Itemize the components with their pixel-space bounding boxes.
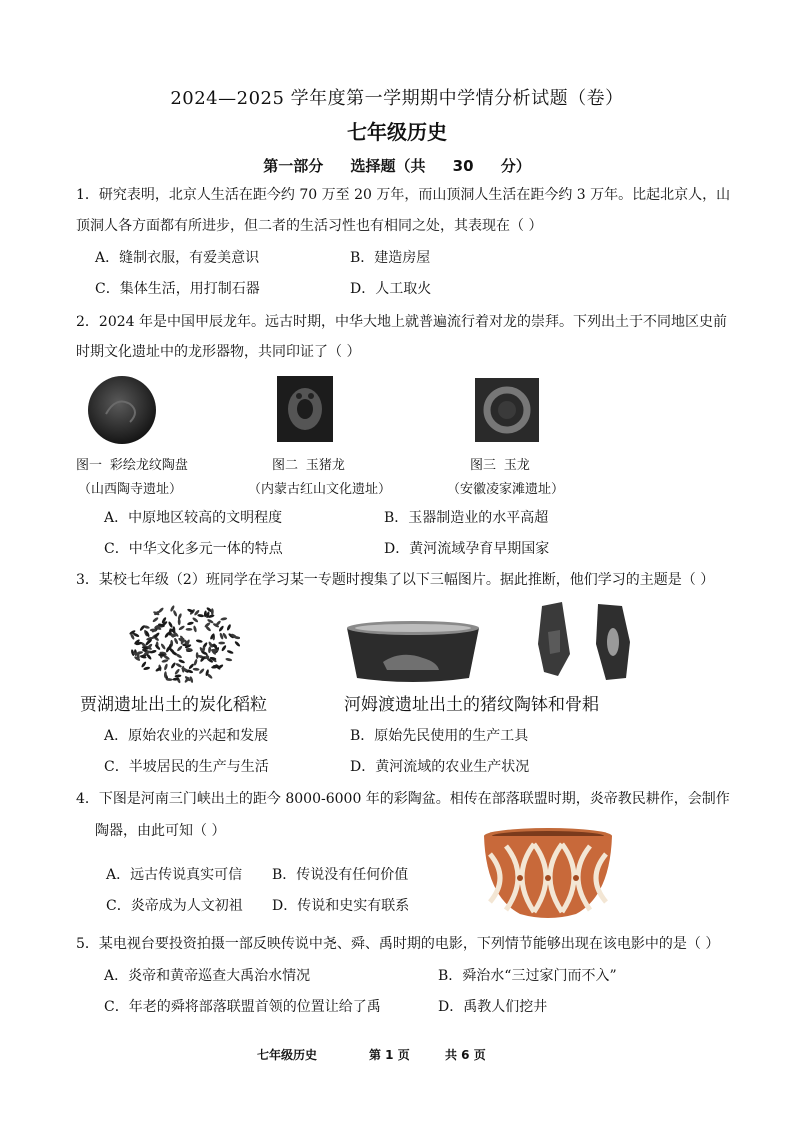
jade-pig-dragon-image (277, 376, 333, 442)
question-2-option-d: D．黄河流域孕育早期国家 (384, 541, 550, 557)
question-2-option-b: B．玉器制造业的水平高超 (384, 510, 549, 526)
question-1-option-d: D．人工取火 (350, 281, 432, 297)
question-5-option-a: A．炎帝和黄帝巡查大禹治水情况 (104, 968, 311, 984)
question-3-option-d: D．黄河流域的农业生产状况 (350, 759, 530, 775)
exam-title: 2024—2025 学年度第一学期期中学情分析试题（卷） (170, 88, 624, 109)
figure-2-caption: 图二 玉猪龙 (272, 458, 345, 473)
footer-total-pages: 共 6 页 (445, 1048, 486, 1062)
figure-3-caption: 图三 玉龙 (470, 458, 530, 473)
question-4-option-a: A．远古传说真实可信 (106, 867, 243, 883)
question-1-option-a: A．缝制衣服，有爱美意识 (95, 250, 260, 266)
question-4-line-2: 陶器，由此可知（ ） (95, 823, 226, 839)
carbonized-rice-grains-image (128, 602, 240, 684)
question-5-option-b: B．舜治水“三过家门而不入” (438, 968, 617, 984)
question-5-option-d: D．禹教人们挖井 (438, 999, 548, 1015)
figure-3-site: （安徽凌家滩遗址） (447, 482, 565, 497)
question-3-line-1: 3．某校七年级（2）班同学在学习某一专题时搜集了以下三幅图片。据此推断，他们学习的主题是（ ） (76, 572, 715, 588)
figure-1-caption: 图一 彩绘龙纹陶盘 (76, 458, 188, 473)
bone-spade-image (536, 602, 636, 684)
painted-dragon-plate-image (86, 374, 158, 446)
figure-hemudu-caption: 河姆渡遗址出土的猪纹陶钵和骨耜 (344, 695, 599, 715)
question-3-option-b: B．原始先民使用的生产工具 (350, 728, 529, 744)
question-2-option-c: C．中华文化多元一体的特点 (104, 541, 283, 557)
question-5-line-1: 5．某电视台要投资拍摄一部反映传说中尧、舜、禹时期的电影，下列情节能够出现在该电影中的是（ ） (76, 936, 720, 952)
question-4-option-d: D．传说和史实有联系 (272, 898, 410, 914)
question-4-line-1: 4．下图是河南三门峡出土的距今 8000-6000 年的彩陶盆。相传在部落联盟时期，炎帝教民耕作，会制作 (76, 791, 730, 807)
exam-subject: 七年级历史 (347, 120, 447, 144)
jade-dragon-image (475, 378, 539, 442)
section-heading: 第一部分 选择题（共 30 分） (263, 157, 531, 175)
question-3-option-a: A．原始农业的兴起和发展 (104, 728, 269, 744)
question-3-option-c: C．半坡居民的生产与生活 (104, 759, 269, 775)
question-1-option-c: C．集体生活，用打制石器 (95, 281, 260, 297)
question-1-line-1: 1．研究表明，北京人生活在距今约 70 万至 20 万年，而山顶洞人生活在距今约 3 万年。比起北京人，山 (76, 187, 731, 203)
question-1-line-2: 顶洞人各方面都有所进步，但二者的生活习性也有相同之处，其表现在（ ） (76, 218, 543, 234)
figure-2-site: （内蒙古红山文化遗址） (248, 482, 392, 497)
figure-rice-caption: 贾湖遗址出土的炭化稻粒 (80, 695, 267, 715)
footer-page-number: 第 1 页 (369, 1048, 410, 1062)
question-4-option-c: C．炎帝成为人文初祖 (106, 898, 243, 914)
painted-pottery-basin-image (480, 826, 616, 922)
question-5-option-c: C．年老的舜将部落联盟首领的位置让给了禹 (104, 999, 381, 1015)
question-2-line-1: 2．2024 年是中国甲辰龙年。远古时期，中华大地上就普遍流行着对龙的崇拜。下列出土于不同地区史前 (76, 314, 727, 330)
question-2-option-a: A．中原地区较高的文明程度 (104, 510, 283, 526)
figure-1-site: （山西陶寺遗址） (78, 482, 183, 497)
pig-pattern-pottery-bowl-image (343, 618, 483, 688)
footer-subject: 七年级历史 (257, 1048, 318, 1062)
question-4-option-b: B．传说没有任何价值 (272, 867, 409, 883)
question-1-option-b: B．建造房屋 (350, 250, 431, 266)
question-2-line-2: 时期文化遗址中的龙形器物，共同印证了（ ） (76, 344, 361, 360)
